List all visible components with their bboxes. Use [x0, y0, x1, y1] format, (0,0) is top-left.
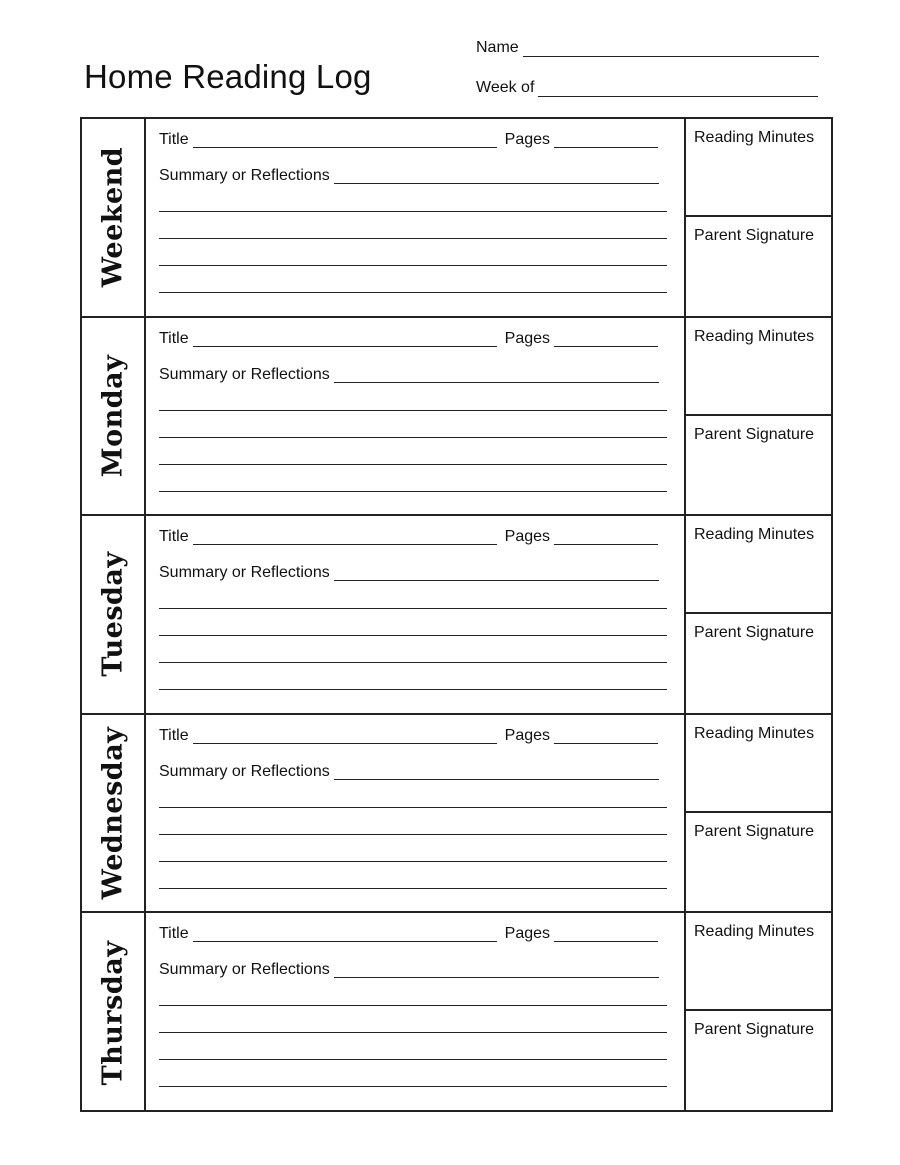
parent-signature-box[interactable] [686, 416, 831, 515]
title-label: Title [159, 925, 189, 943]
title-label: Title [159, 528, 189, 546]
pages-input-line[interactable] [554, 135, 658, 148]
reflection-line[interactable] [159, 238, 667, 239]
day-label: Tuesday [97, 551, 129, 678]
reflection-line[interactable] [159, 292, 667, 293]
parent-signature-box[interactable] [686, 217, 831, 316]
reflection-line[interactable] [159, 491, 667, 492]
summary-row [159, 962, 659, 978]
parent-signature-label: Parent Signature [694, 227, 815, 244]
reflection-line[interactable] [159, 437, 667, 438]
title-row [159, 728, 658, 744]
pages-label: Pages [504, 726, 551, 744]
reading-minutes-box[interactable] [686, 516, 831, 614]
day-label: Wednesday [97, 726, 129, 900]
reading-minutes-box[interactable] [686, 913, 831, 1011]
day-cell [82, 913, 146, 1112]
summary-input-line[interactable] [334, 370, 659, 383]
pages-label: Pages [504, 925, 551, 943]
day-label: Monday [97, 354, 129, 478]
side-cell [686, 318, 831, 515]
entry-cell [146, 516, 686, 713]
reflection-line[interactable] [159, 464, 667, 465]
reflection-line[interactable] [159, 807, 667, 808]
entry-cell [146, 913, 686, 1112]
side-cell [686, 516, 831, 713]
day-row-monday [82, 318, 831, 517]
reading-minutes-label: Reading Minutes [694, 724, 815, 742]
reflection-line[interactable] [159, 834, 667, 835]
reflection-line[interactable] [159, 265, 667, 266]
parent-signature-box[interactable] [686, 813, 831, 912]
summary-label: Summary or Reflections [159, 365, 330, 383]
reading-log-table [80, 117, 833, 1112]
summary-row [159, 367, 659, 383]
pages-input-line[interactable] [554, 334, 658, 347]
name-label: Name [476, 39, 519, 56]
title-row [159, 132, 658, 148]
page-title: Home Reading Log [84, 58, 372, 95]
title-input-line[interactable] [193, 929, 497, 942]
reflection-line[interactable] [159, 410, 667, 411]
day-cell [82, 715, 146, 912]
summary-label: Summary or Reflections [159, 762, 330, 780]
reflection-line[interactable] [159, 1086, 667, 1087]
title-row [159, 529, 658, 545]
parent-signature-box[interactable] [686, 1011, 831, 1112]
side-cell [686, 119, 831, 316]
reflection-line[interactable] [159, 1005, 667, 1006]
summary-input-line[interactable] [334, 171, 659, 184]
week-of-input-line[interactable] [538, 82, 818, 97]
summary-label: Summary or Reflections [159, 167, 330, 184]
title-row [159, 926, 658, 942]
reflection-line[interactable] [159, 1032, 667, 1033]
summary-input-line[interactable] [334, 965, 659, 978]
side-cell [686, 913, 831, 1112]
summary-row [159, 168, 659, 184]
title-input-line[interactable] [193, 731, 497, 744]
reflection-line[interactable] [159, 608, 667, 609]
entry-cell [146, 119, 686, 316]
pages-input-line[interactable] [554, 929, 658, 942]
day-label: Thursday [97, 940, 129, 1086]
reflection-line[interactable] [159, 861, 667, 862]
title-label: Title [159, 131, 189, 148]
entry-cell [146, 318, 686, 515]
day-row-tuesday [82, 516, 831, 715]
day-cell [82, 318, 146, 515]
reading-minutes-label: Reading Minutes [694, 327, 815, 345]
pages-input-line[interactable] [554, 532, 658, 545]
title-row [159, 331, 658, 347]
title-input-line[interactable] [193, 334, 497, 347]
day-row-thursday [82, 913, 831, 1112]
title-input-line[interactable] [193, 532, 497, 545]
parent-signature-label: Parent Signature [694, 425, 815, 443]
name-input-line[interactable] [523, 42, 819, 57]
side-cell [686, 715, 831, 912]
reading-minutes-box[interactable] [686, 715, 831, 813]
pages-label: Pages [504, 528, 551, 546]
title-label: Title [159, 726, 189, 744]
day-cell [82, 119, 146, 316]
day-row-weekend [82, 119, 831, 318]
summary-row [159, 565, 659, 581]
summary-row [159, 764, 659, 780]
reflection-line[interactable] [159, 635, 667, 636]
summary-input-line[interactable] [334, 767, 659, 780]
pages-label: Pages [504, 131, 551, 148]
parent-signature-label: Parent Signature [694, 624, 815, 642]
title-input-line[interactable] [193, 135, 497, 148]
reading-minutes-label: Reading Minutes [694, 526, 815, 544]
title-label: Title [159, 329, 189, 347]
pages-label: Pages [504, 329, 551, 347]
reading-minutes-box[interactable] [686, 119, 831, 217]
reflection-line[interactable] [159, 1059, 667, 1060]
reflection-line[interactable] [159, 689, 667, 690]
summary-label: Summary or Reflections [159, 961, 330, 979]
summary-input-line[interactable] [334, 568, 659, 581]
reading-minutes-label: Reading Minutes [694, 129, 815, 146]
parent-signature-box[interactable] [686, 614, 831, 713]
name-field [476, 39, 819, 57]
parent-signature-label: Parent Signature [694, 822, 815, 840]
reflection-line[interactable] [159, 211, 667, 212]
week-of-label: Week of [476, 79, 535, 96]
reading-minutes-box[interactable] [686, 318, 831, 416]
week-of-field [476, 79, 818, 97]
parent-signature-label: Parent Signature [694, 1021, 815, 1039]
day-row-wednesday [82, 715, 831, 914]
entry-cell [146, 715, 686, 912]
summary-label: Summary or Reflections [159, 564, 330, 582]
pages-input-line[interactable] [554, 731, 658, 744]
day-label: Weekend [97, 147, 129, 288]
day-cell [82, 516, 146, 713]
reflection-line[interactable] [159, 888, 667, 889]
reading-minutes-label: Reading Minutes [694, 923, 815, 941]
reflection-line[interactable] [159, 662, 667, 663]
